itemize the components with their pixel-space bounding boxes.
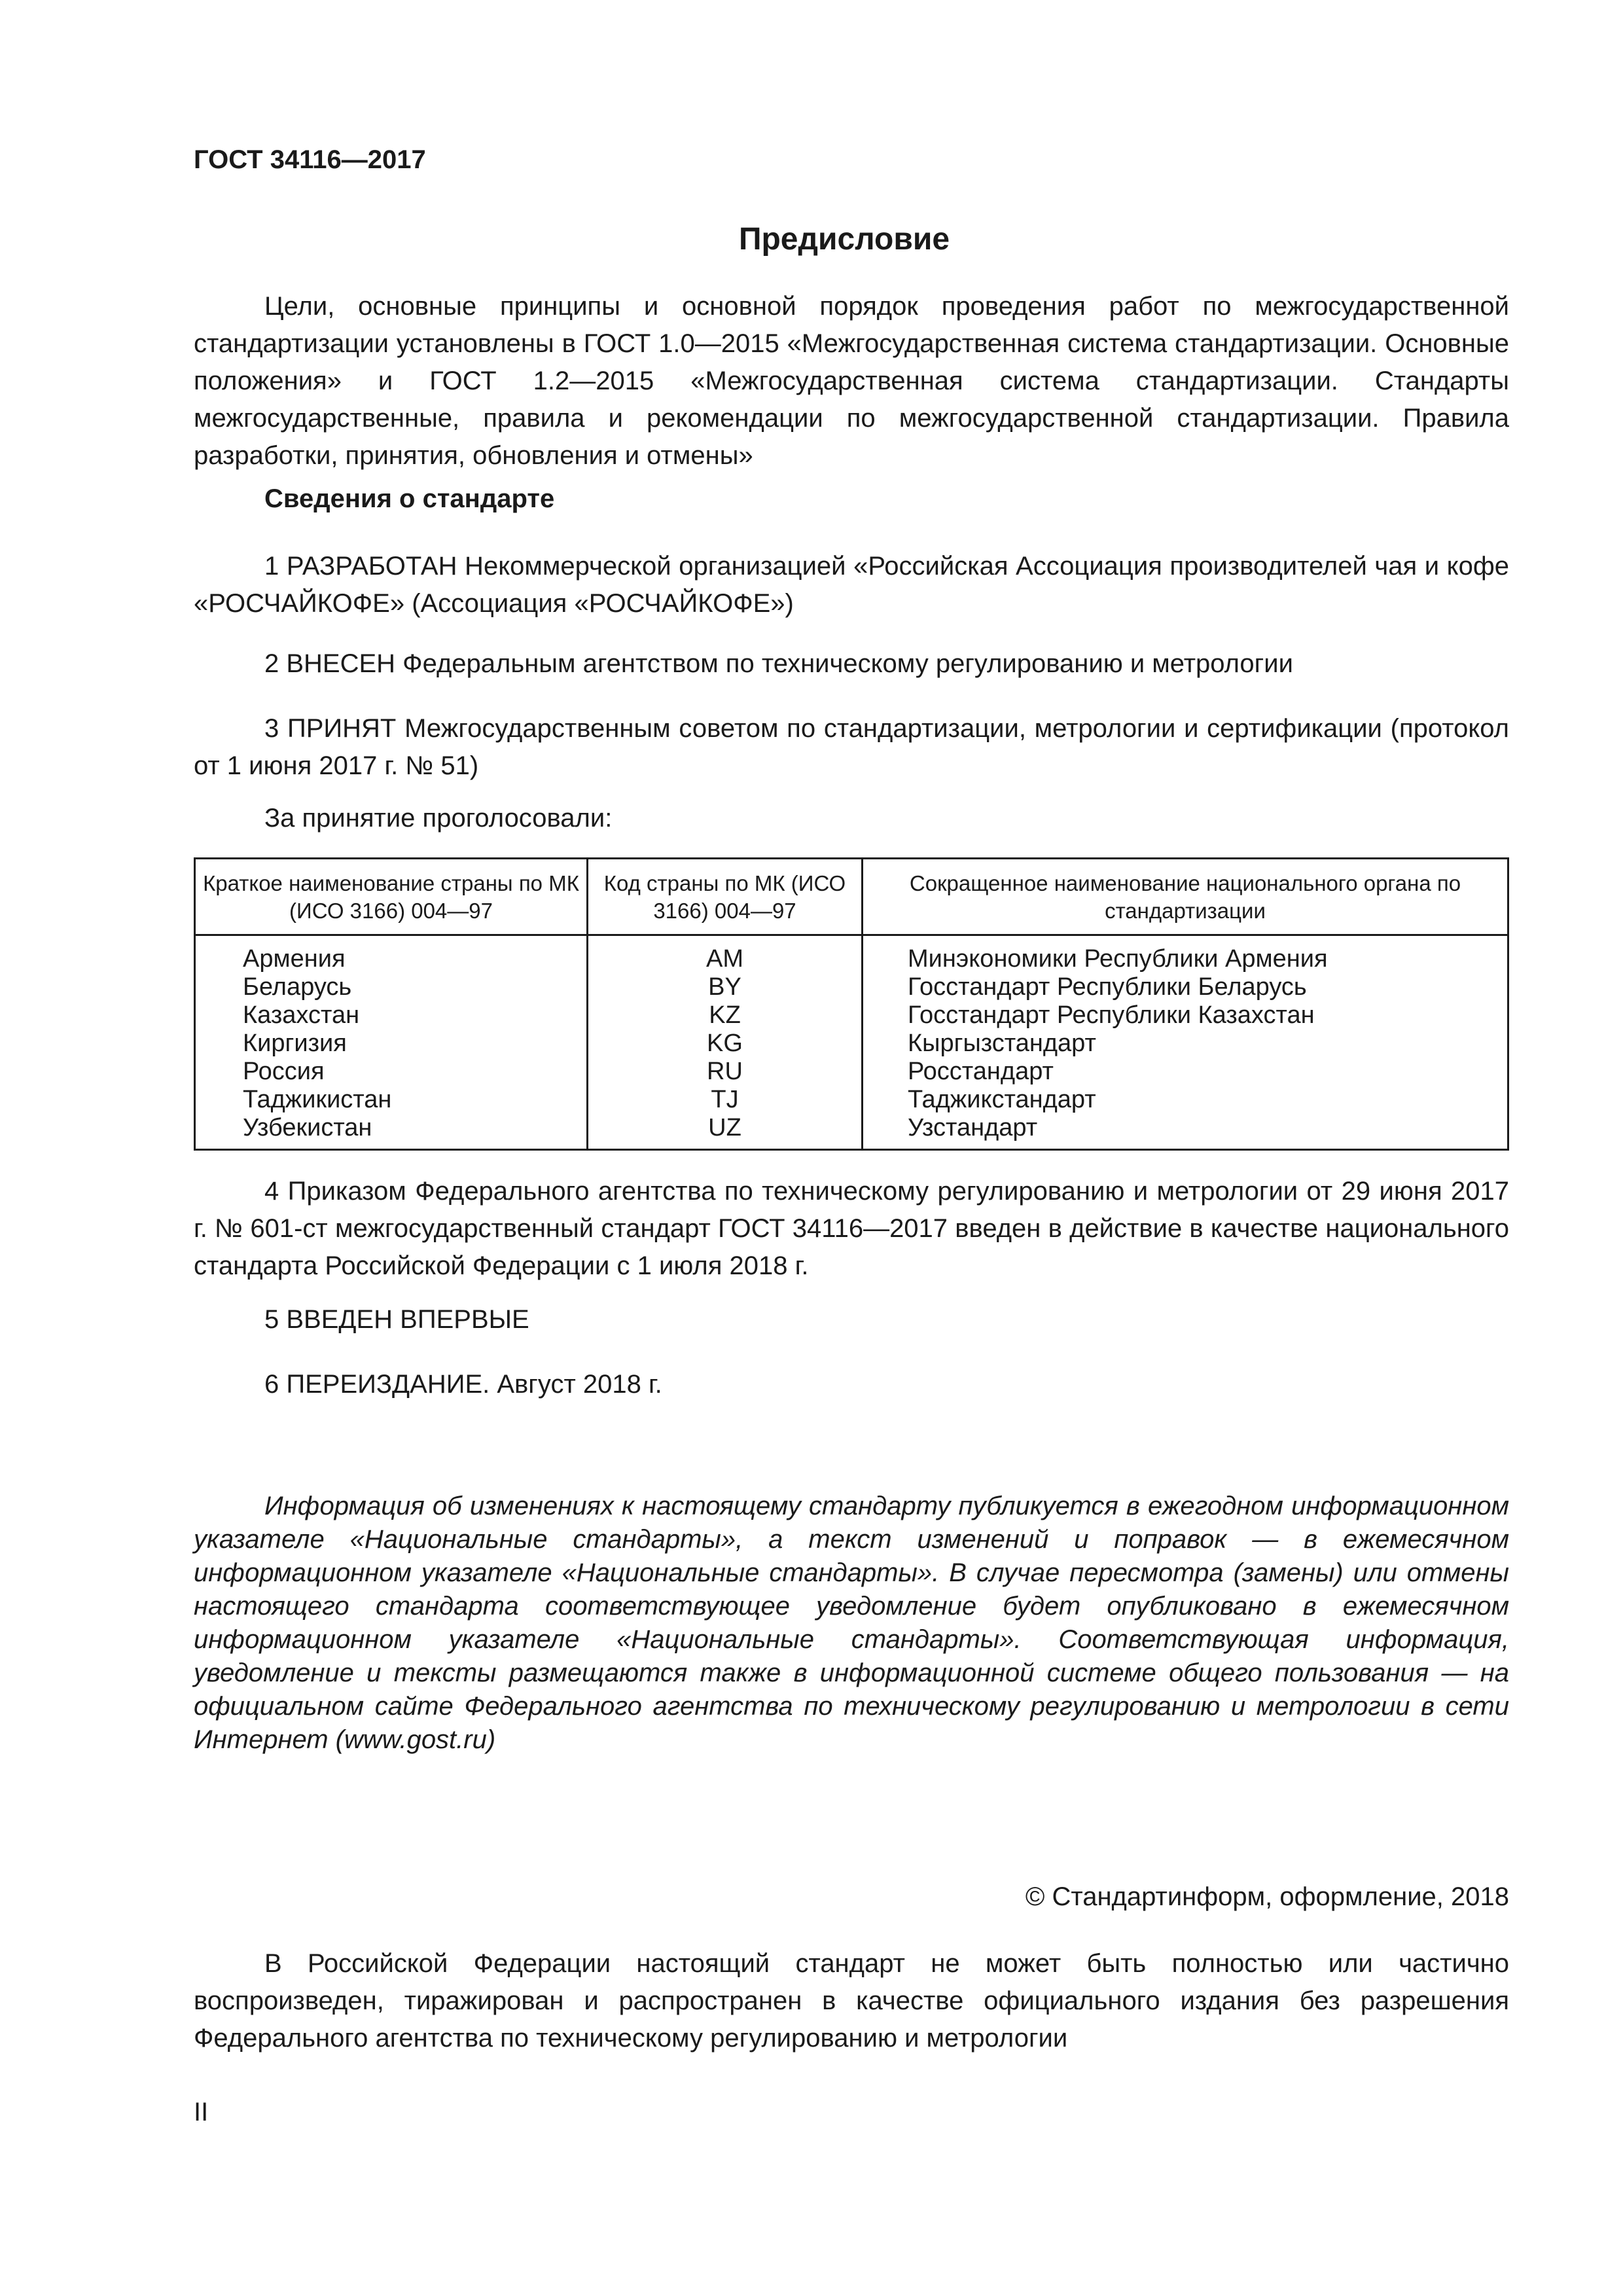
- table-row: [195, 1086, 1508, 1114]
- column-header-body: Сокращенное наименование национального органа по стандартизации: [863, 859, 1508, 935]
- vote-caption: За принятие проголосовали:: [264, 804, 613, 833]
- intro-paragraph: Цели, основные принципы и основной порядок проведения работ по межгосударственной стандартизации установлены в ГОСТ 1.0—2015 «Межгосударственная система стандартизации. Основные положения» и ГОСТ 1.2—2015 «Межгосударственная система стандартизации. Стандарты межгосударственные, правила и рекомендации по межгосударственной стандартизации. Правила разработки, принятия, обновления и отмены»: [194, 292, 1509, 470]
- country-cell: Киргизия: [243, 1030, 347, 1057]
- column-header-code: Код страны по МК (ИСО 3166) 004—97: [588, 859, 863, 935]
- changes-info-paragraph: Информация об изменениях к настоящему стандарту публикуется в ежегодном информационном указателе «Национальные стандарты», а текст изменений и поправок — в ежемесячном информационном указателе «Национальные стандарты». В случае пересмотра (замены) или отмены настоящего стандарта соответствующее уведомление будет опубликовано в ежемесячном информационном указателе «Национальные стандарты». Соответствующая информация, уведомление и тексты размещаются также в информационной системе общего пользования — на официальном сайте Федерального агентства по техническому регулированию и метрологии в сети Интернет (www.gost.ru): [194, 1492, 1509, 1754]
- document-code: ГОСТ 34116—2017: [194, 145, 426, 174]
- body-cell: Кыргызстандарт: [863, 1030, 1508, 1058]
- country-cell: Узбекистан: [243, 1114, 372, 1141]
- page-number: II: [194, 2098, 209, 2126]
- table-row: [195, 1001, 1508, 1030]
- body-cell: Госстандарт Республики Казахстан: [863, 1001, 1508, 1030]
- code-cell: UZ: [588, 1114, 863, 1150]
- country-cell: Таджикистан: [243, 1086, 392, 1113]
- body-cell: Росстандарт: [863, 1058, 1508, 1086]
- item-adopted: 3 ПРИНЯТ Межгосударственным советом по стандартизации, метрологии и сертификации (протокол от 1 июня 2017 г. № 51): [194, 714, 1509, 780]
- code-cell: TJ: [588, 1086, 863, 1114]
- page-title: Предисловие: [738, 222, 950, 257]
- table-row: [195, 1030, 1508, 1058]
- table-row: [195, 1058, 1508, 1086]
- country-cell: Россия: [243, 1058, 325, 1085]
- item-first-introduced: 5 ВВЕДЕН ВПЕРВЫЕ: [264, 1305, 529, 1334]
- section-heading: Сведения о стандарте: [264, 484, 555, 513]
- table-row: [195, 935, 1508, 974]
- body-cell: Таджикстандарт: [863, 1086, 1508, 1114]
- code-cell: BY: [588, 973, 863, 1001]
- voting-table: [194, 857, 1509, 1151]
- code-cell: RU: [588, 1058, 863, 1086]
- table-header-row: [195, 859, 1508, 935]
- item-order: 4 Приказом Федерального агентства по техническому регулированию и метрологии от 29 июня 2017 г. № 601-ст межгосударственный стандарт ГОСТ 34116—2017 введен в действие в качестве национального стандарта Российской Федерации с 1 июля 2018 г.: [194, 1177, 1509, 1280]
- code-cell: AM: [588, 935, 863, 974]
- code-cell: KG: [588, 1030, 863, 1058]
- body-cell: Минэкономики Республики Армения: [863, 935, 1508, 974]
- column-header-country: Краткое наименование страны по МК (ИСО 3166) 004—97: [195, 859, 588, 935]
- reproduction-notice: В Российской Федерации настоящий стандарт не может быть полностью или частично воспроизведен, тиражирован и распространен в качестве официального издания без разрешения Федерального агентства по техническому регулированию и метрологии: [194, 1949, 1509, 2053]
- item-introduced: 2 ВНЕСЕН Федеральным агентством по техническому регулированию и метрологии: [264, 649, 1293, 678]
- code-cell: KZ: [588, 1001, 863, 1030]
- country-cell: Армения: [243, 945, 346, 973]
- table-row: [195, 973, 1508, 1001]
- table-row: [195, 1114, 1508, 1150]
- item-reissue: 6 ПЕРЕИЗДАНИЕ. Август 2018 г.: [264, 1370, 662, 1399]
- country-cell: Беларусь: [243, 973, 352, 1001]
- body-cell: Узстандарт: [863, 1114, 1508, 1150]
- copyright-notice: © Стандартинформ, оформление, 2018: [1025, 1882, 1509, 1911]
- country-cell: Казахстан: [243, 1001, 360, 1029]
- body-cell: Госстандарт Республики Беларусь: [863, 973, 1508, 1001]
- item-developed: 1 РАЗРАБОТАН Некоммерческой организацией «Российская Ассоциация производителей чая и кофе «РОСЧАЙКОФЕ» (Ассоциация «РОСЧАЙКОФЕ»): [194, 552, 1509, 618]
